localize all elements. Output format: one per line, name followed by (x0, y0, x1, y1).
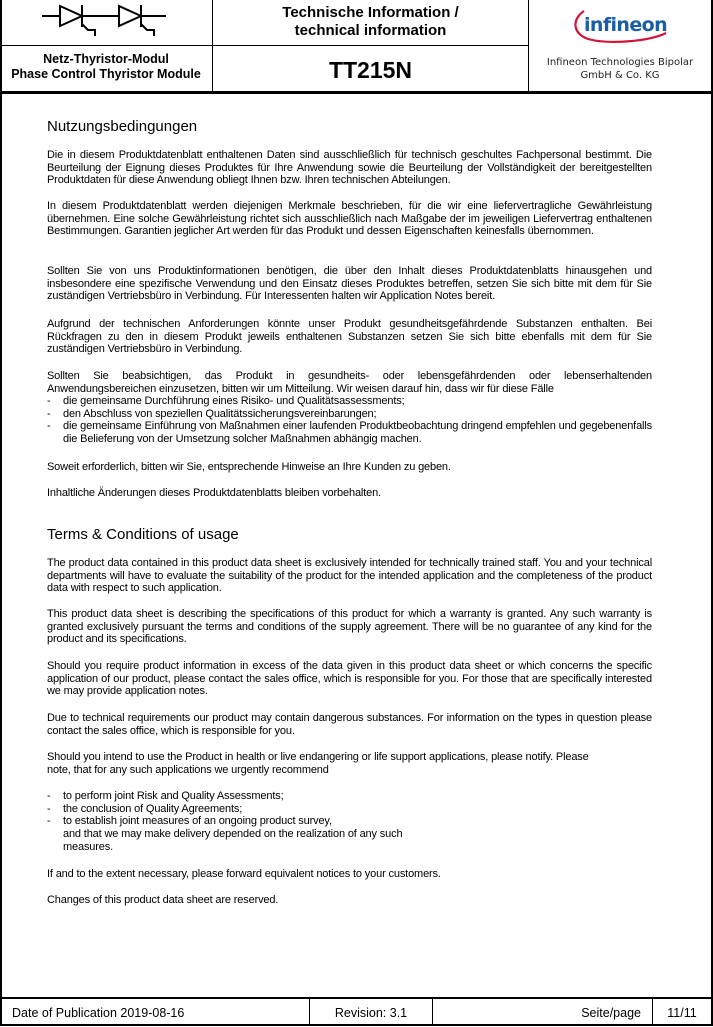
paragraph (47, 751, 652, 776)
paragraph: Soweit erforderlich, bitten wir Sie, entsprechende Hinweise an Ihre Kunden zu geben. (47, 461, 451, 473)
paragraph: Due to technical requirements our product may contain dangerous substances. For information on the types in question please contact the sales office, which is responsible for you. (47, 712, 652, 737)
module-title-de: Netz-Thyristor-Modul (43, 52, 169, 66)
publication-date: Date of Publication 2019-08-16 (12, 1006, 185, 1020)
infineon-logo (570, 3, 672, 45)
list-item-continuation (47, 828, 652, 853)
list-item: - die gemeinsame Durchführung eines Risiko- und Qualitätsassessments; (47, 395, 652, 408)
paragraph-line: note, that for any such applications we urgently recommend (47, 763, 329, 776)
section-title-de: Nutzungsbedingungen (47, 118, 198, 135)
list-item: - die gemeinsame Einführung von Maßnahmen einer laufenden Produktbeobachtung dringend empfehlen und gegebenenfalls die Belieferung von der Umsetzung solcher Maßnahmen abhängig machen. (47, 420, 652, 445)
paragraph: Die in diesem Produktdatenblatt enthaltenen Daten sind ausschließlich für technisch geschultes Fachpersonal bestimmt. Die Beurteilung der Eignung dieses Produktes für Ihre Anwendung sowie die Beurteilung der Vollständigkeit der bereitgestellten Produktdaten für diese Anwendung obliegt Ihnen bzw. Ihren technischen Abteilungen. (47, 149, 652, 187)
paragraph: Aufgrund der technischen Anforderungen könnte unser Produkt gesundheitsgefährdende Substanzen enthalten. Bei Rückfragen zu den in diesem Produkt jeweils enthaltenen Substanzen setzen Sie sich bitte ebenfalls mit dem für Sie zuständigen Vertriebsbüro in Verbindung. (47, 318, 652, 356)
document-footer (0, 997, 711, 1026)
page-number: 11/11 (667, 1006, 697, 1020)
paragraph: In diesem Produktdatenblatt werden diejenigen Merkmale beschrieben, für die wir eine liefervertragliche Gewährleistung übernehmen. Eine solche Gewährleistung richtet sich ausschließlich nach Maßgabe der im jeweiligen Liefervertrag enthaltenen Bestimmungen. Garantien jeglicher Art werden für das Produkt und dessen Eigenschaften keinesfalls übernommen. (47, 200, 652, 238)
paragraph: The product data contained in this product data sheet is exclusively intended for technically trained staff. You and your technical departments will have to evaluate the suitability of the product for the intended application and the completeness of the product data with respect to such application. (47, 557, 652, 595)
list-item: - to perform joint Risk and Quality Assessments; (47, 790, 652, 803)
section-title-en: Terms & Conditions of usage (47, 526, 239, 543)
module-title-en: Phase Control Thyristor Module (11, 67, 201, 81)
list-item: - to establish joint measures of an ongoing product survey, (47, 815, 652, 828)
company-line-2: GmbH & Co. KG (580, 70, 660, 81)
paragraph: Sollten Sie von uns Produktinformationen benötigen, die über den Inhalt dieses Produktdatenblatts hinausgehen und insbesondere eine spezifische Verwendung und den Einsatz dieses Produktes betreffen, setzen Sie sich bitte mit dem für Sie zuständigen Vertriebsbüro in Verbindung. Für Interessenten halten wir Application Notes bereit. (47, 265, 652, 303)
paragraph-line: Should you intend to use the Product in health or live endangering or life support applications, please notify. Please (47, 751, 589, 763)
module-title (0, 52, 212, 82)
company-line-1: Infineon Technologies Bipolar (546, 57, 694, 68)
paragraph: Changes of this product data sheet are reserved. (47, 894, 279, 906)
revision: Revision: 3.1 (334, 1006, 408, 1020)
technical-information-title (213, 4, 528, 40)
paragraph: Should you require product information in excess of the data given in this product data sheet or which concerns the specific application of our product, please contact the sales office, which is responsible for you. For those that are specifically interested we may provide application notes. (47, 660, 652, 698)
header-divider (0, 45, 528, 46)
page-label: Seite/page (581, 1006, 641, 1020)
paragraph: This product data sheet is describing the specifications of this product for which a warranty is granted. Any such warranty is granted exclusively pursuant the terms and conditions of the supply agreement. There will be no guarantee of any kind for the product and its specifications. (47, 608, 652, 646)
paragraph: If and to the extent necessary, please forward equivalent notices to your customers. (47, 868, 441, 880)
recommendation-list-en (47, 790, 652, 828)
thyristor-symbol-icon (40, 4, 170, 36)
list-continuation-line: and that we may make delivery depended on the realization of any such (63, 828, 403, 840)
tech-info-de: Technische Information / (282, 4, 459, 21)
list-item: - the conclusion of Quality Agreements; (47, 803, 652, 816)
paragraph: Sollten Sie beabsichtigen, das Produkt in gesundheits- oder lebensgefährdenden oder lebenserhaltenden Anwendungsbereichen einzusetzen, bitten wir um Mitteilung. Wir weisen darauf hin, dass wir für diese Fälle (47, 370, 652, 395)
part-number: TT215N (328, 57, 413, 83)
recommendation-list-de (47, 395, 652, 445)
list-item: - den Abschluss von speziellen Qualitätssicherungsvereinbarungen; (47, 408, 652, 421)
list-continuation-line: measures. (63, 840, 114, 853)
document-header (0, 0, 711, 94)
svg-text:infineon: infineon (584, 14, 668, 36)
company-name (529, 56, 711, 82)
paragraph: Inhaltliche Änderungen dieses Produktdatenblatts bleiben vorbehalten. (47, 487, 381, 499)
tech-info-en: technical information (294, 22, 447, 39)
